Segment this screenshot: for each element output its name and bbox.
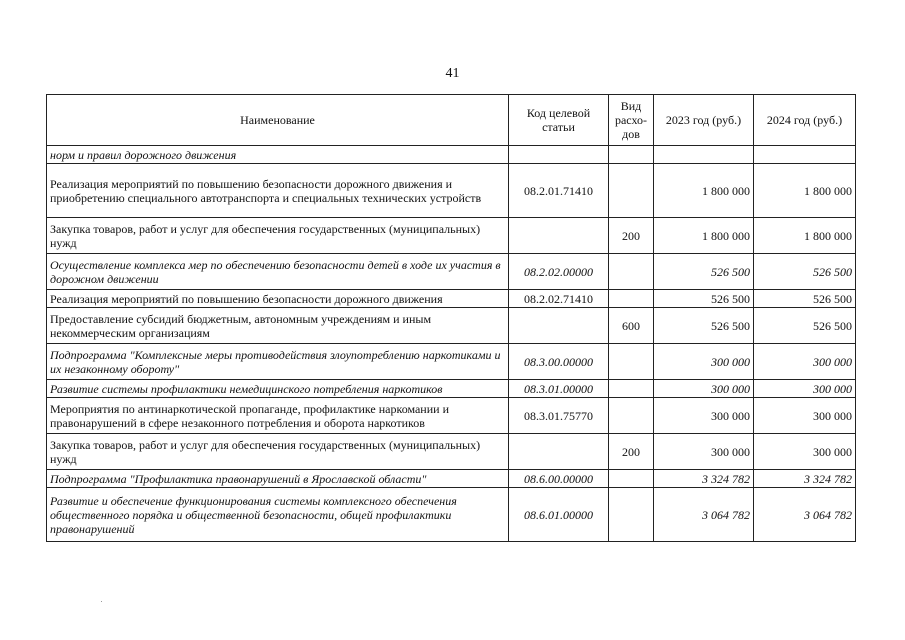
cell-vid <box>609 290 654 308</box>
cell-2023: 300 000 <box>654 344 754 380</box>
cell-vid <box>609 164 654 218</box>
cell-vid <box>609 380 654 398</box>
table-row <box>47 434 856 470</box>
header-vid-label: Вид расхо-дов <box>614 99 648 141</box>
cell-2024 <box>754 146 856 164</box>
cell-code: 08.2.02.71410 <box>509 290 609 308</box>
header-year-2024-label: 2024 год (руб.) <box>766 113 843 127</box>
cell-vid <box>609 254 654 290</box>
scan-speck <box>101 601 102 602</box>
cell-2024: 300 000 <box>754 380 856 398</box>
cell-code: 08.3.01.00000 <box>509 380 609 398</box>
cell-2023: 3 324 782 <box>654 470 754 488</box>
cell-vid <box>609 146 654 164</box>
cell-code: 08.6.00.00000 <box>509 470 609 488</box>
cell-name: Развитие и обеспечение функционирования системы комплексного обеспечения общественного порядка и общественной безопасности, общей профилактики правонарушений <box>47 488 509 542</box>
cell-name: Мероприятия по антинаркотической пропаганде, профилактике наркомании и правонарушений в сфере незаконного потребления и оборота наркотиков <box>47 398 509 434</box>
cell-vid: 600 <box>609 308 654 344</box>
cell-2023: 3 064 782 <box>654 488 754 542</box>
cell-code: 08.3.00.00000 <box>509 344 609 380</box>
cell-vid: 200 <box>609 434 654 470</box>
table-row <box>47 218 856 254</box>
table-row <box>47 398 856 434</box>
cell-2024: 526 500 <box>754 254 856 290</box>
table-row <box>47 164 856 218</box>
cell-code: 08.6.01.00000 <box>509 488 609 542</box>
header-code <box>509 95 609 146</box>
cell-vid <box>609 488 654 542</box>
table-row <box>47 290 856 308</box>
table-row <box>47 488 856 542</box>
cell-2024: 300 000 <box>754 434 856 470</box>
cell-name: Подпрограмма "Комплексные меры противодействия злоупотреблению наркотиками и их незаконному обороту" <box>47 344 509 380</box>
cell-2024: 3 324 782 <box>754 470 856 488</box>
cell-2023: 1 800 000 <box>654 218 754 254</box>
header-code-label: Код целевой статьи <box>526 106 591 134</box>
cell-name: Развитие системы профилактики немедицинского потребления наркотиков <box>47 380 509 398</box>
table-row <box>47 380 856 398</box>
cell-2024: 300 000 <box>754 398 856 434</box>
cell-name: Закупка товаров, работ и услуг для обеспечения государственных (муниципальных) нужд <box>47 434 509 470</box>
cell-2023: 526 500 <box>654 308 754 344</box>
cell-2024: 526 500 <box>754 308 856 344</box>
page-number: 41 <box>445 66 460 81</box>
cell-name: Реализация мероприятий по повышению безопасности дорожного движения <box>47 290 509 308</box>
cell-name: Реализация мероприятий по повышению безопасности дорожного движения и приобретению специального автотранспорта и специальных технических устройств <box>47 164 509 218</box>
cell-code: 08.3.01.75770 <box>509 398 609 434</box>
header-year-2023 <box>654 95 754 146</box>
cell-vid <box>609 344 654 380</box>
cell-name: норм и правил дорожного движения <box>47 146 509 164</box>
header-name: Наименование <box>47 95 509 146</box>
header-year-2024 <box>754 95 856 146</box>
header-vid <box>609 95 654 146</box>
cell-2024: 526 500 <box>754 290 856 308</box>
cell-2023: 300 000 <box>654 434 754 470</box>
cell-name: Осуществление комплекса мер по обеспечению безопасности детей в ходе их участия в дорожном движении <box>47 254 509 290</box>
cell-vid <box>609 398 654 434</box>
table-row <box>47 254 856 290</box>
cell-vid: 200 <box>609 218 654 254</box>
cell-2023: 300 000 <box>654 380 754 398</box>
header-year-2023-label: 2023 год (руб.) <box>665 113 742 127</box>
cell-code <box>509 308 609 344</box>
cell-2024: 1 800 000 <box>754 218 856 254</box>
cell-name: Закупка товаров, работ и услуг для обеспечения государственных (муниципальных) нужд <box>47 218 509 254</box>
cell-code <box>509 434 609 470</box>
cell-code <box>509 146 609 164</box>
cell-name: Предоставление субсидий бюджетным, автономным учреждениям и иным некоммерческим организациям <box>47 308 509 344</box>
cell-2023: 526 500 <box>654 290 754 308</box>
cell-vid <box>609 470 654 488</box>
cell-2023: 1 800 000 <box>654 164 754 218</box>
cell-2024: 1 800 000 <box>754 164 856 218</box>
cell-2023: 300 000 <box>654 398 754 434</box>
cell-2024: 3 064 782 <box>754 488 856 542</box>
table-header-row <box>47 95 856 146</box>
table-row <box>47 146 856 164</box>
cell-name: Подпрограмма "Профилактика правонарушений в Ярославской области" <box>47 470 509 488</box>
budget-table <box>46 94 856 542</box>
table-row <box>47 308 856 344</box>
cell-2023: 526 500 <box>654 254 754 290</box>
table-row <box>47 470 856 488</box>
cell-2023 <box>654 146 754 164</box>
cell-code: 08.2.02.00000 <box>509 254 609 290</box>
cell-code: 08.2.01.71410 <box>509 164 609 218</box>
cell-2024: 300 000 <box>754 344 856 380</box>
cell-code <box>509 218 609 254</box>
table-row <box>47 344 856 380</box>
